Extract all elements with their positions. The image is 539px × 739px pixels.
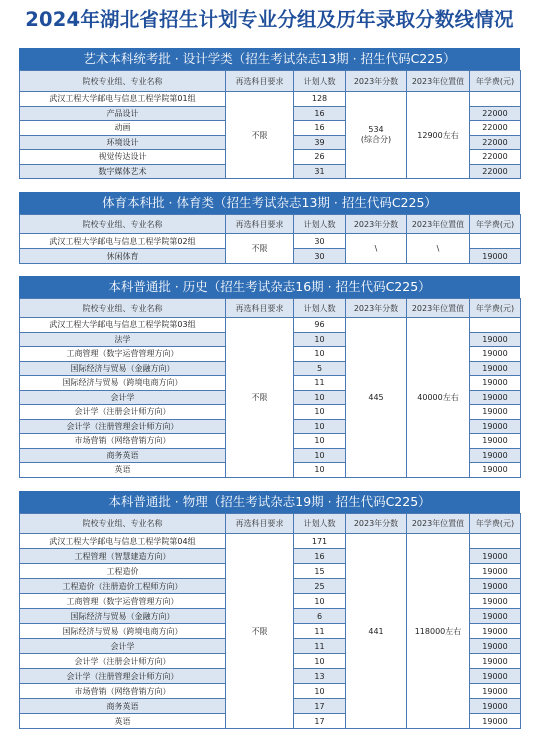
plan-count: 10 — [294, 390, 346, 405]
table-row — [20, 534, 521, 549]
plan-count: 10 — [294, 654, 346, 669]
major-name: 法学 — [20, 332, 226, 347]
plan-count: 16 — [294, 549, 346, 564]
section-physics — [19, 491, 520, 729]
major-name: 武汉工程大学邮电与信息工程学院第01组 — [20, 92, 226, 107]
col-header-plan: 计划人数 — [294, 215, 346, 234]
tuition-fee: 19000 — [470, 405, 521, 420]
tuition-fee: 19000 — [470, 669, 521, 684]
major-name: 工商管理（数字运营管理方向） — [20, 594, 226, 609]
major-name: 数字媒体艺术 — [20, 164, 226, 179]
plan-count: 10 — [294, 684, 346, 699]
major-name: 国际经济与贸易（金融方向） — [20, 609, 226, 624]
section-title: 艺术本科统考批 · 设计学类（招生考试杂志13期 · 招生代码C225） — [19, 48, 520, 70]
plan-count: 30 — [294, 249, 346, 264]
score-value: 534 — [368, 125, 384, 134]
col-header-fee: 年学费(元) — [470, 215, 521, 234]
plan-count: 96 — [294, 318, 346, 333]
tuition-fee: 19000 — [470, 564, 521, 579]
tuition-fee: 22000 — [470, 106, 521, 121]
major-name: 英语 — [20, 714, 226, 729]
tuition-fee: 19000 — [470, 361, 521, 376]
score-2023: \ — [346, 234, 407, 264]
col-header-position: 2023年位置值 — [407, 299, 470, 318]
col-header-score: 2023年分数 — [346, 299, 407, 318]
plan-count: 11 — [294, 639, 346, 654]
major-name: 国际经济与贸易（跨境电商方向） — [20, 376, 226, 391]
col-header-plan: 计划人数 — [294, 299, 346, 318]
major-name: 国际经济与贸易（跨境电商方向） — [20, 624, 226, 639]
table-row — [20, 234, 521, 249]
col-header-major: 院校专业组、专业名称 — [20, 299, 226, 318]
subject-requirement: 不限 — [226, 318, 294, 478]
col-header-plan: 计划人数 — [294, 71, 346, 92]
tuition-fee: 19000 — [470, 684, 521, 699]
major-name: 会计学（注册管理会计师方向） — [20, 669, 226, 684]
major-name: 产品设计 — [20, 106, 226, 121]
tuition-fee — [470, 92, 521, 107]
section-title: 体育本科批 · 体育类（招生考试杂志13期 · 招生代码C225） — [19, 192, 520, 214]
tuition-fee: 19000 — [470, 579, 521, 594]
position-2023: \ — [407, 234, 470, 264]
tuition-fee: 19000 — [470, 609, 521, 624]
page-title: 2024年湖北省招生计划专业分组及历年录取分数线情况 — [25, 8, 514, 31]
col-header-major: 院校专业组、专业名称 — [20, 514, 226, 534]
tuition-fee: 22000 — [470, 164, 521, 179]
score-note: (综合分) — [360, 135, 392, 144]
subject-requirement: 不限 — [226, 92, 294, 179]
plan-count: 16 — [294, 106, 346, 121]
col-header-fee: 年学费(元) — [470, 514, 521, 534]
plan-count: 128 — [294, 92, 346, 107]
col-header-position: 2023年位置值 — [407, 71, 470, 92]
tuition-fee — [470, 534, 521, 549]
major-name: 市场营销（网络营销方向） — [20, 434, 226, 449]
col-header-fee: 年学费(元) — [470, 299, 521, 318]
table-row — [20, 318, 521, 333]
major-name: 工商管理（数字运营管理方向） — [20, 347, 226, 362]
major-name: 环境设计 — [20, 135, 226, 150]
major-name: 工程造价（注册造价工程师方向） — [20, 579, 226, 594]
tuition-fee: 19000 — [470, 347, 521, 362]
plan-count: 26 — [294, 150, 346, 165]
section-title: 本科普通批 · 物理（招生考试杂志19期 · 招生代码C225） — [19, 491, 520, 513]
plan-count: 30 — [294, 234, 346, 249]
col-header-plan: 计划人数 — [294, 514, 346, 534]
plan-count: 10 — [294, 419, 346, 434]
col-header-subject: 再选科目要求 — [226, 71, 294, 92]
admission-table — [19, 214, 521, 264]
col-header-position: 2023年位置值 — [407, 215, 470, 234]
plan-count: 17 — [294, 699, 346, 714]
plan-count: 11 — [294, 376, 346, 391]
tuition-fee: 19000 — [470, 390, 521, 405]
major-name: 会计学（注册会计师方向） — [20, 654, 226, 669]
major-name: 会计学（注册会计师方向） — [20, 405, 226, 420]
plan-count: 13 — [294, 669, 346, 684]
plan-count: 10 — [294, 594, 346, 609]
tuition-fee: 19000 — [470, 419, 521, 434]
tuition-fee: 19000 — [470, 332, 521, 347]
major-name: 武汉工程大学邮电与信息工程学院第03组 — [20, 318, 226, 333]
major-name: 市场营销（网络营销方向） — [20, 684, 226, 699]
tuition-fee: 19000 — [470, 714, 521, 729]
major-name: 会计学 — [20, 390, 226, 405]
plan-count: 17 — [294, 714, 346, 729]
plan-count: 10 — [294, 434, 346, 449]
subject-requirement: 不限 — [226, 534, 294, 729]
major-name: 商务英语 — [20, 448, 226, 463]
col-header-subject: 再选科目要求 — [226, 514, 294, 534]
major-name: 动画 — [20, 121, 226, 136]
tuition-fee — [470, 234, 521, 249]
tuition-fee: 19000 — [470, 699, 521, 714]
section-history — [19, 276, 520, 478]
tuition-fee: 19000 — [470, 463, 521, 478]
col-header-score: 2023年分数 — [346, 215, 407, 234]
major-name: 会计学（注册管理会计师方向） — [20, 419, 226, 434]
tuition-fee — [470, 318, 521, 333]
major-name: 视觉传达设计 — [20, 150, 226, 165]
table-row — [20, 92, 521, 107]
plan-count: 171 — [294, 534, 346, 549]
col-header-fee: 年学费(元) — [470, 71, 521, 92]
major-name: 休闲体育 — [20, 249, 226, 264]
section-sports — [19, 192, 520, 264]
plan-count: 6 — [294, 609, 346, 624]
tuition-fee: 22000 — [470, 135, 521, 150]
major-name: 英语 — [20, 463, 226, 478]
subject-requirement: 不限 — [226, 234, 294, 264]
plan-count: 10 — [294, 347, 346, 362]
section-art-design — [19, 48, 520, 179]
col-header-major: 院校专业组、专业名称 — [20, 215, 226, 234]
plan-count: 16 — [294, 121, 346, 136]
col-header-subject: 再选科目要求 — [226, 215, 294, 234]
tuition-fee: 22000 — [470, 150, 521, 165]
score-2023: 441 — [346, 534, 407, 729]
col-header-position: 2023年位置值 — [407, 514, 470, 534]
col-header-score: 2023年分数 — [346, 71, 407, 92]
section-title: 本科普通批 · 历史（招生考试杂志16期 · 招生代码C225） — [19, 276, 520, 298]
position-2023: 118000左右 — [407, 534, 470, 729]
plan-count: 10 — [294, 448, 346, 463]
major-name: 工程管理（智慧建造方向） — [20, 549, 226, 564]
plan-count: 15 — [294, 564, 346, 579]
plan-count: 11 — [294, 624, 346, 639]
score-2023: 445 — [346, 318, 407, 478]
position-2023: 12900左右 — [407, 92, 470, 179]
tuition-fee: 22000 — [470, 121, 521, 136]
score-2023 — [346, 92, 407, 179]
plan-count: 39 — [294, 135, 346, 150]
tuition-fee: 19000 — [470, 624, 521, 639]
major-name: 武汉工程大学邮电与信息工程学院第02组 — [20, 234, 226, 249]
admission-table — [19, 298, 521, 478]
tuition-fee: 19000 — [470, 376, 521, 391]
plan-count: 31 — [294, 164, 346, 179]
plan-count: 5 — [294, 361, 346, 376]
tuition-fee: 19000 — [470, 434, 521, 449]
col-header-subject: 再选科目要求 — [226, 299, 294, 318]
admission-table — [19, 513, 521, 729]
plan-count: 25 — [294, 579, 346, 594]
col-header-score: 2023年分数 — [346, 514, 407, 534]
major-name: 商务英语 — [20, 699, 226, 714]
col-header-major: 院校专业组、专业名称 — [20, 71, 226, 92]
major-name: 国际经济与贸易（金融方向） — [20, 361, 226, 376]
major-name: 武汉工程大学邮电与信息工程学院第04组 — [20, 534, 226, 549]
plan-count: 10 — [294, 405, 346, 420]
tuition-fee: 19000 — [470, 639, 521, 654]
tuition-fee: 19000 — [470, 654, 521, 669]
tuition-fee: 19000 — [470, 249, 521, 264]
plan-count: 10 — [294, 463, 346, 478]
tuition-fee: 19000 — [470, 448, 521, 463]
position-2023: 40000左右 — [407, 318, 470, 478]
tuition-fee: 19000 — [470, 594, 521, 609]
admission-table — [19, 70, 521, 179]
major-name: 工程造价 — [20, 564, 226, 579]
major-name: 会计学 — [20, 639, 226, 654]
tuition-fee: 19000 — [470, 549, 521, 564]
plan-count: 10 — [294, 332, 346, 347]
